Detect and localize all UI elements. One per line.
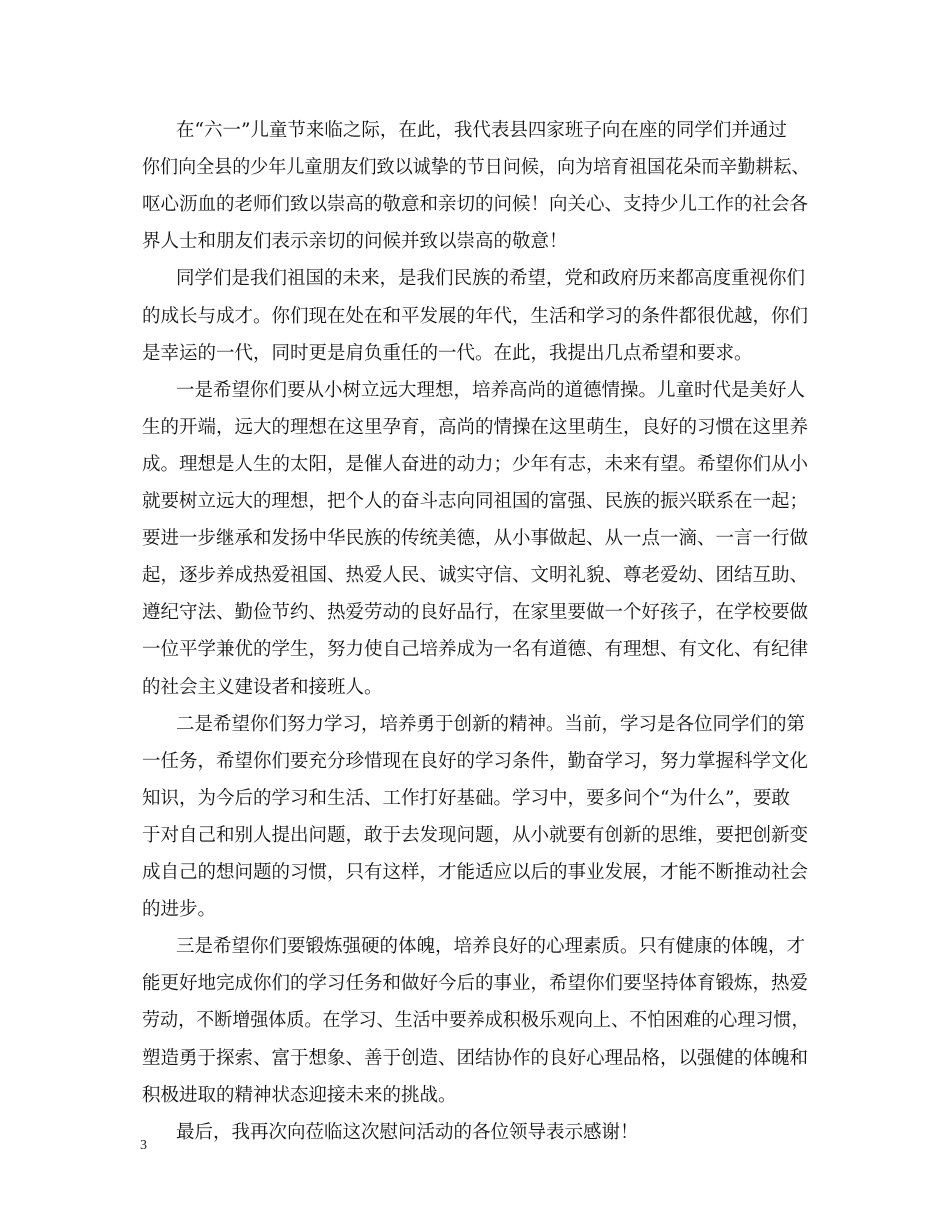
text-line: 能更好地完成你们的学习任务和做好今后的事业，希望你们要坚持体育锻炼，热爱 [142, 973, 809, 995]
text-line: 积极进取的精神状态迎接未来的挑战。 [142, 1084, 457, 1106]
text-line: 界人士和朋友们表示亲切的问候并致以崇高的敬意！ [142, 231, 568, 253]
text-line: 生的开端，远大的理想在这里孕育，高尚的情操在这里萌生，良好的习惯在这里养 [142, 416, 809, 438]
text-line: 是幸运的一代，同时更是肩负重任的一代。在此，我提出几点希望和要求。 [142, 342, 753, 364]
text-line: 成。理想是人生的太阳，是催人奋进的动力；少年有志，未来有望。希望你们从小 [142, 453, 809, 475]
text-line: 塑造勇于探索、富于想象、善于创造、团结协作的良好心理品格，以强健的体魄和 [142, 1047, 809, 1069]
text-line: 同学们是我们祖国的未来，是我们民族的希望，党和政府历来都高度重视你们 [176, 268, 806, 290]
text-line: 知识，为今后的学习和生活、工作打好基础。学习中，要多问个“为什么”，要敢 [142, 787, 790, 809]
text-line: 的进步。 [142, 899, 217, 921]
text-line: 劳动，不断增强体质。在学习、生活中要养成积极乐观向上、不怕困难的心理习惯， [142, 1010, 810, 1032]
text-line: 你们向全县的少年儿童朋友们致以诚挚的节日问候，向为培育祖国花朵而辛勤耕耘、 [142, 157, 810, 179]
text-line: 成自己的想问题的习惯，只有这样，才能适应以后的事业发展，才能不断推动社会 [142, 862, 809, 883]
page-number: 3 [140, 1138, 147, 1153]
text-line: 呕心沥血的老师们致以崇高的敬意和亲切的问候！向关心、支持少儿工作的社会各 [142, 194, 809, 216]
text-line: 要进一步继承和发扬中华民族的传统美德，从小事做起、从一点一滴、一言一行做 [142, 528, 809, 550]
text-line: 在“六一”儿童节来临之际，在此，我代表县四家班子向在座的同学们并通过 [176, 120, 787, 141]
text-line: 遵纪守法、勤俭节约、热爱劳动的良好品行，在家里要做一个好孩子，在学校要做 [142, 602, 809, 624]
text-line: 最后，我再次向莅临这次慰问活动的各位领导表示感谢！ [176, 1121, 639, 1143]
text-line: 的社会主义建设者和接班人。 [142, 676, 383, 698]
text-line: 二是希望你们努力学习，培养勇于创新的精神。当前，学习是各位同学们的第 [176, 713, 806, 735]
text-line: 就要树立远大的理想，把个人的奋斗志向同祖国的富强、民族的振兴联系在一起； [142, 491, 809, 512]
text-line: 的成长与成才。你们现在处在和平发展的年代，生活和学习的条件都很优越，你们 [142, 305, 809, 327]
text-line: 三是希望你们要锻炼强硬的体魄，培养良好的心理素质。只有健康的体魄，才 [176, 936, 806, 958]
text-line: 一位平学兼优的学生，努力使自己培养成为一名有道德、有理想、有文化、有纪律 [142, 639, 809, 661]
text-line: 一是希望你们要从小树立远大理想，培养高尚的道德情操。儿童时代是美好人 [176, 379, 806, 401]
text-line: 一任务，希望你们要充分珍惜现在良好的学习条件，勤奋学习，努力掌握科学文化 [142, 750, 809, 772]
text-line: 起，逐步养成热爱祖国、热爱人民、诚实守信、文明礼貌、尊老爱幼、团结互助、 [142, 565, 809, 587]
text-line: 于对自己和别人提出问题，敢于去发现问题，从小就要有创新的思维，要把创新变 [142, 824, 809, 846]
